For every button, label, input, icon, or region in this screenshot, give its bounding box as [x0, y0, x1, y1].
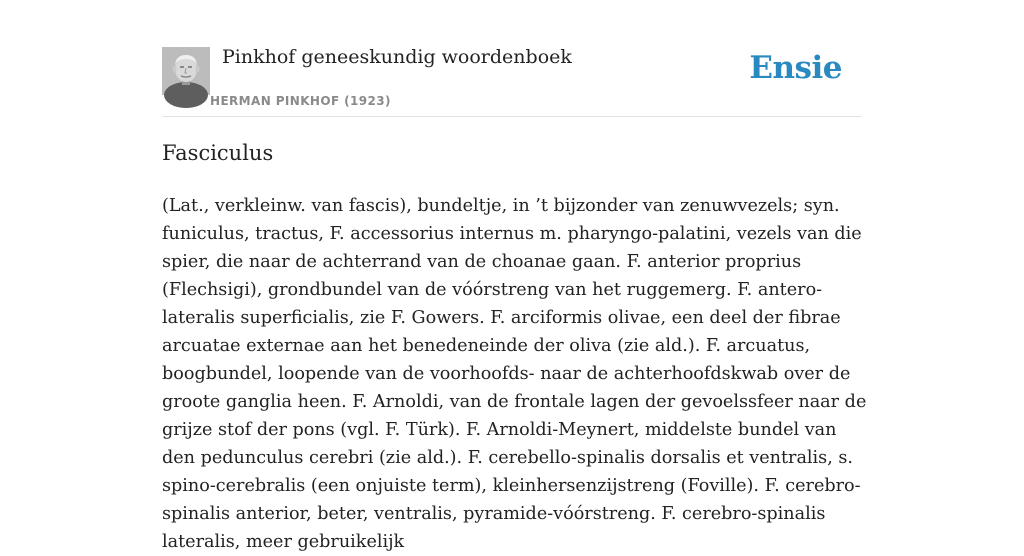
- author-avatar[interactable]: [162, 47, 210, 95]
- header: [162, 0, 862, 117]
- entry-title: Fasciculus: [162, 141, 274, 165]
- source-title[interactable]: Pinkhof geneeskundig woordenboek: [222, 46, 572, 68]
- entry-definition: (Lat., verkleinw. van fascis), bundeltje, in ’t bijzonder van zenuwvezels; syn. funiculus, tractus, F. accessorius internus m. pharyngo-palatini, vezels van die spier, die naar de achterrand van de choanae gaan. F. anterior proprius (Flechsigi), grondbundel van de vóórstreng van het ruggemerg. F. antero-lateralis superficialis, zie F. Gowers. F. arciformis olivae, een deel der fibrae arcuatae externae aan het benedeneinde der oliva (zie ald.). F. arcuatus, boogbundel, loopende van de voorhoofds- naar de achterhoofdskwab over de groote ganglia heen. F. Arnoldi, van de frontale lagen der gevoelssfeer naar de grijze stof der pons (vgl. F. Türk). F. Arnoldi-Meynert, middelste bundel van den pedunculus cerebri (zie ald.). F. cerebello-spinalis dorsalis et ventralis, s. spino-cerebralis (een onjuiste term), kleinhersenzijstreng (Foville). F. cerebro-spinalis anterior, beter, ventralis, pyramide-vóórstreng. F. cerebro-spinalis lateralis, meer gebruikelijk: [162, 196, 867, 552]
- page: [162, 0, 867, 552]
- author-portrait-icon: [162, 47, 210, 95]
- source-author: HERMAN PINKHOF (1923): [210, 94, 391, 108]
- ensie-logo[interactable]: Ensie: [749, 50, 842, 86]
